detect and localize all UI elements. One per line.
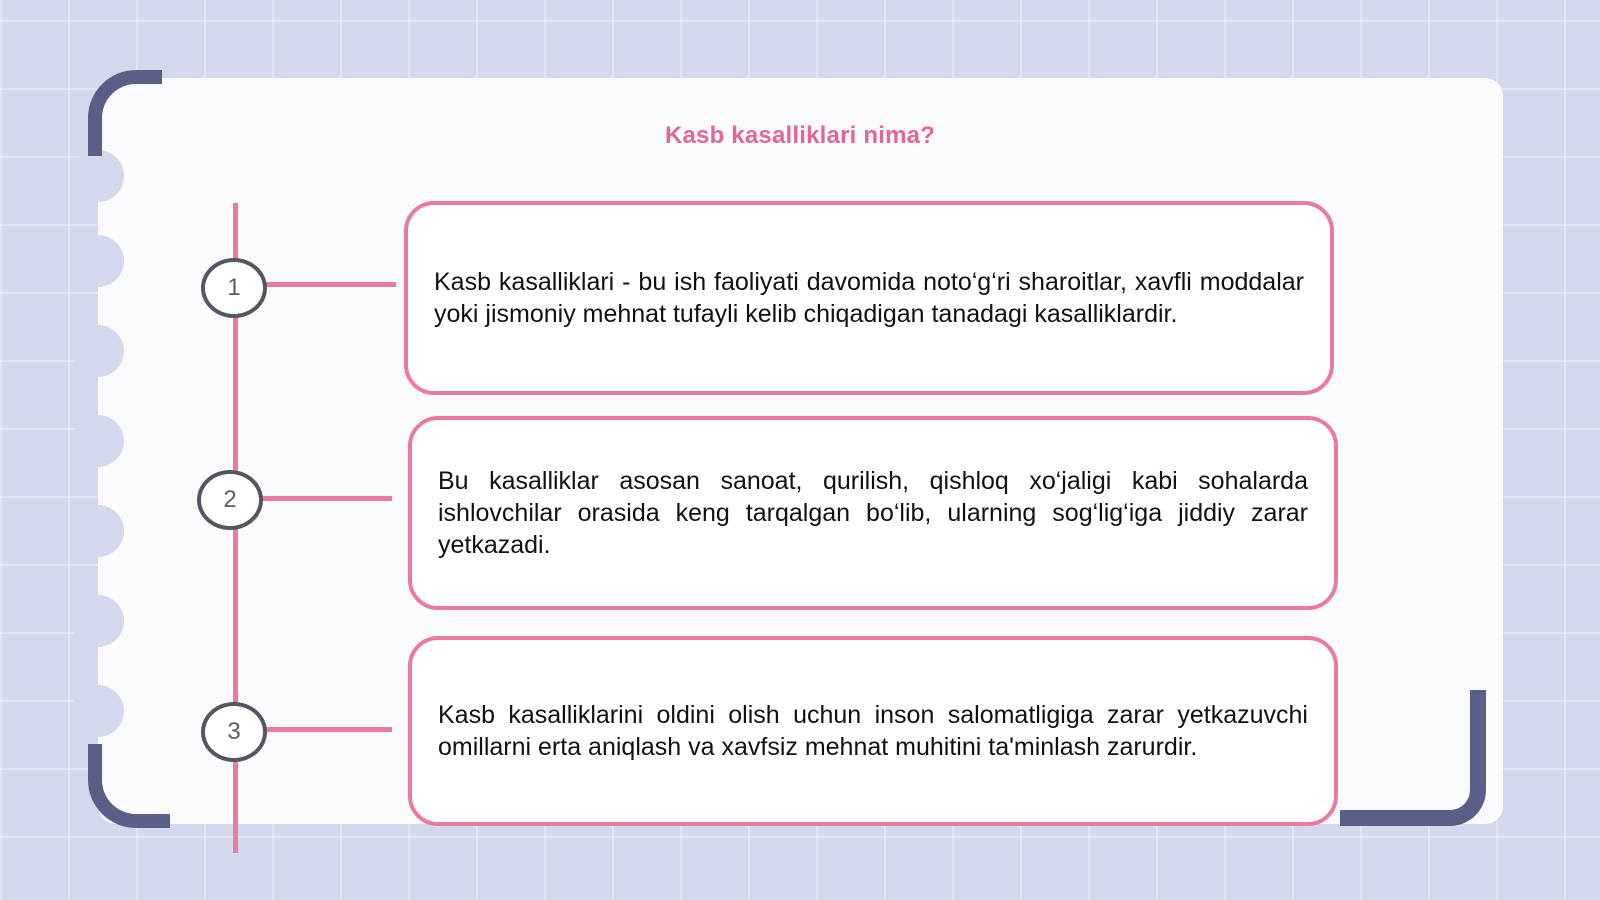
info-card-2 [408,416,1338,610]
info-card-1 [404,201,1334,395]
info-card-text: Kasb kasalliklarini oldini olish uchun inson salomatligiga zarar yetkazuvchi omillarni erta aniqlash va xavfsiz mehnat muhitini ta'minlash zarurdir. [438,701,1308,761]
info-card-3 [408,636,1338,826]
timeline-connector-1 [266,282,396,287]
paper-scallop [72,235,124,287]
corner-bracket-bottom-right [1340,690,1486,826]
step-number-2: 2 [197,470,263,530]
paper-scallop [72,325,124,377]
paper-scallop [72,150,124,202]
step-number-3: 3 [201,702,267,762]
slide-title: Kasb kasalliklari nima? [664,122,936,149]
info-card-text: Bu kasalliklar asosan sanoat, qurilish, qishloq xo‘jaligi kabi sohalarda ishlovchilar orasida keng tarqalgan bo‘lib, ularning sog‘lig‘iga jiddiy zarar yetkazadi. [438,467,1308,559]
step-number-1: 1 [201,258,267,318]
timeline-connector-2 [262,496,392,501]
paper-scallop [72,685,124,737]
paper-scallop [72,505,124,557]
paper-scallop [72,595,124,647]
info-card-text: Kasb kasalliklari - bu ish faoliyati davomida noto‘g‘ri sharoitlar, xavfli moddalar yoki jismoniy mehnat tufayli kelib chiqadigan tanadagi kasalliklardir. [434,268,1304,328]
paper-scallop [72,415,124,467]
timeline-connector-3 [266,727,392,732]
